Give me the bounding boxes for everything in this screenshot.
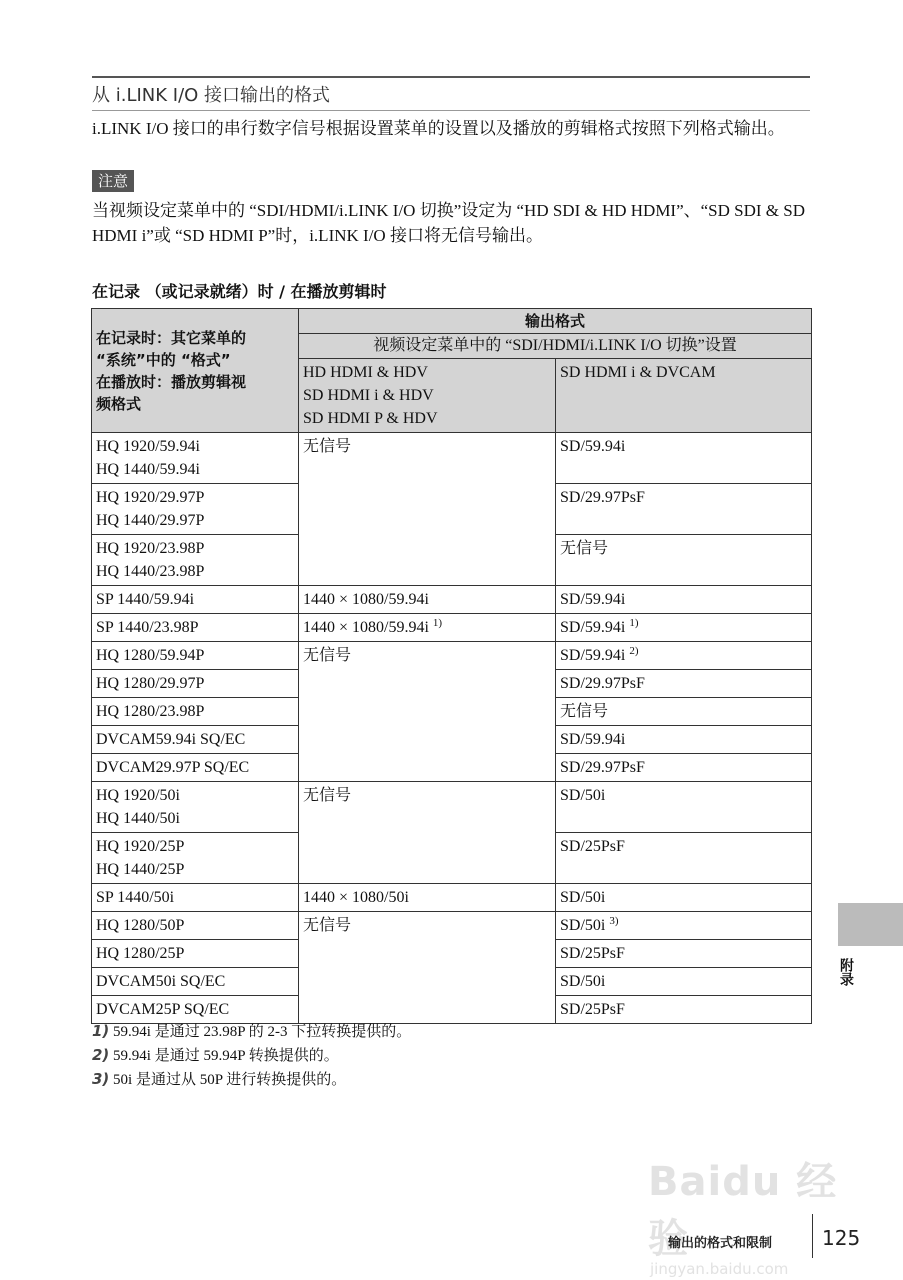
output-col-b-cell: SD/59.94i: [556, 726, 812, 754]
page-number: 125: [822, 1226, 861, 1250]
output-col-a-cell: 1440 × 1080/59.94i $^{1)}$: [299, 614, 556, 642]
format-cell: HQ 1920/23.98P HQ 1440/23.98P: [92, 535, 299, 586]
output-col-b-cell: SD/59.94i $^{1)}$: [556, 614, 812, 642]
footer-label: 输出的格式和限制: [668, 1236, 773, 1251]
table-row: [92, 433, 812, 484]
output-col-b-cell: SD/50i: [556, 968, 812, 996]
format-cell: DVCAM59.94i SQ/EC: [92, 726, 299, 754]
format-cell: HQ 1920/59.94i HQ 1440/59.94i: [92, 433, 299, 484]
format-cell: HQ 1280/50P: [92, 912, 299, 940]
output-col-a-cell: 无信号: [299, 912, 556, 1024]
output-col-b-cell: SD/50i: [556, 782, 812, 833]
output-col-b-cell: SD/25PsF: [556, 996, 812, 1024]
footnote: 3) 50i 是通过从 50P 进行转换提供的。: [92, 1070, 347, 1088]
format-cell: HQ 1920/29.97P HQ 1440/29.97P: [92, 484, 299, 535]
side-tab: [838, 903, 903, 946]
header-source-format: 在记录时：其它菜单的 “系统”中的 “格式” 在播放时：播放剪辑视 频格式: [92, 309, 299, 433]
output-col-b-cell: SD/29.97PsF: [556, 754, 812, 782]
note-badge: 注意: [92, 170, 134, 192]
table-row: [92, 782, 812, 833]
format-cell: SP 1440/23.98P: [92, 614, 299, 642]
output-col-b-cell: SD/59.94i: [556, 433, 812, 484]
output-col-a-cell: 无信号: [299, 433, 556, 586]
format-cell: HQ 1280/25P: [92, 940, 299, 968]
format-cell: DVCAM29.97P SQ/EC: [92, 754, 299, 782]
header-col-a: HD HDMI & HDV SD HDMI i & HDV SD HDMI P & HDV: [299, 359, 556, 433]
output-col-b-cell: SD/50i $^{3)}$: [556, 912, 812, 940]
output-col-b-cell: SD/50i: [556, 884, 812, 912]
output-col-a-cell: 1440 × 1080/50i: [299, 884, 556, 912]
output-col-b-cell: SD/29.97PsF: [556, 670, 812, 698]
format-cell: SP 1440/50i: [92, 884, 299, 912]
table-row: [92, 586, 812, 614]
footnote: 1) 59.94i 是通过 23.98P 的 2-3 下拉转换提供的。: [92, 1022, 412, 1040]
table-row: [92, 614, 812, 642]
intro-paragraph: i.LINK I/O 接口的串行数字信号根据设置菜单的设置以及播放的剪辑格式按照下列格式输出。: [92, 119, 785, 138]
side-label: 附录: [838, 958, 854, 986]
output-col-a-cell: 无信号: [299, 642, 556, 782]
format-table: [91, 308, 812, 1024]
footnote-ref: 3): [609, 915, 619, 927]
note-text: 当视频设定菜单中的 “SDI/HDMI/i.LINK I/O 切换”设定为 “HD SDI & HD HDMI”、“SD SDI & SD HDMI i”或 “SD HDMI P”时，i.LINK I/O 接口将无信号输出。: [92, 201, 806, 245]
format-cell: DVCAM50i SQ/EC: [92, 968, 299, 996]
footnotes: [92, 1020, 812, 1092]
footnote: 2) 59.94i 是通过 59.94P 转换提供的。: [92, 1046, 339, 1064]
footnote-ref: 1): [432, 617, 443, 629]
footnote-ref: 1): [629, 617, 639, 629]
format-cell: HQ 1920/50i HQ 1440/50i: [92, 782, 299, 833]
header-setting: 视频设定菜单中的 “SDI/HDMI/i.LINK I/O 切换”设置: [299, 334, 812, 359]
table-body: [92, 433, 812, 1024]
format-cell: DVCAM25P SQ/EC: [92, 996, 299, 1024]
output-col-b-cell: SD/59.94i $^{2)}$: [556, 642, 812, 670]
format-cell: SP 1440/59.94i: [92, 586, 299, 614]
output-col-b-cell: SD/59.94i: [556, 586, 812, 614]
watermark: Baidu 经验 jingyan.baidu.com: [648, 1159, 838, 1278]
format-cell: HQ 1920/25P HQ 1440/25P: [92, 833, 299, 884]
section-title: 从 i.LINK I/O 接口输出的格式: [92, 76, 810, 111]
table-row: [92, 884, 812, 912]
header-col-b: SD HDMI i & DVCAM: [556, 359, 812, 433]
table-row: [92, 912, 812, 940]
table-caption: 在记录 （或记录就绪）时 / 在播放剪辑时: [92, 282, 387, 301]
output-col-b-cell: 无信号: [556, 535, 812, 586]
output-col-b-cell: SD/25PsF: [556, 940, 812, 968]
format-cell: HQ 1280/23.98P: [92, 698, 299, 726]
footnote-ref: 2): [629, 645, 639, 657]
format-cell: HQ 1280/59.94P: [92, 642, 299, 670]
output-col-a-cell: 1440 × 1080/59.94i: [299, 586, 556, 614]
output-col-a-cell: 无信号: [299, 782, 556, 884]
output-col-b-cell: SD/25PsF: [556, 833, 812, 884]
format-cell: HQ 1280/29.97P: [92, 670, 299, 698]
table-row: [92, 642, 812, 670]
output-col-b-cell: 无信号: [556, 698, 812, 726]
output-col-b-cell: SD/29.97PsF: [556, 484, 812, 535]
footer-divider: [812, 1214, 813, 1258]
header-output-format: 输出格式: [299, 309, 812, 334]
